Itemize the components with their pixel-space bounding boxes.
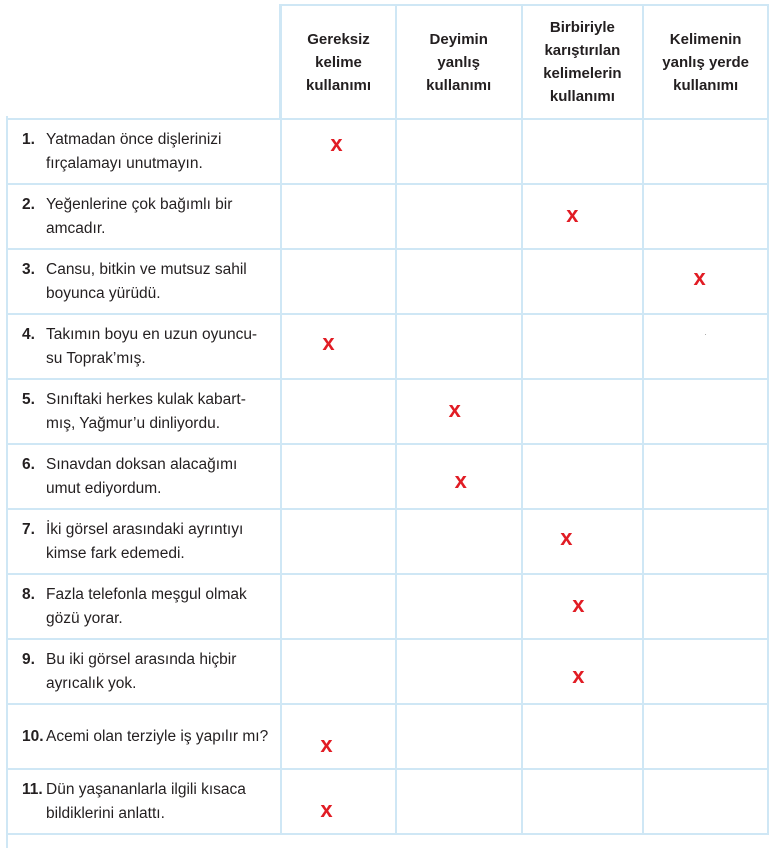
answer-cell[interactable]	[396, 119, 522, 184]
sentence-text	[46, 453, 272, 501]
sentence-cell	[7, 444, 281, 509]
answer-cell[interactable]	[281, 444, 396, 509]
answer-cell[interactable]	[522, 574, 644, 639]
table-row	[7, 184, 768, 249]
table-row	[7, 314, 768, 379]
answer-cell[interactable]	[281, 574, 396, 639]
answer-cell[interactable]	[522, 249, 644, 314]
sentence-line-1: İki görsel arasındaki ayrıntıyı	[46, 520, 244, 538]
sentence-line-1: Yatmadan önce dişlerinizi	[46, 130, 222, 148]
answer-cell[interactable]	[643, 639, 768, 704]
answer-cell[interactable]	[396, 444, 522, 509]
answer-cell[interactable]	[396, 379, 522, 444]
answer-cell[interactable]	[396, 314, 522, 379]
sentence-cell	[7, 119, 281, 184]
cross-mark-icon: x	[320, 796, 333, 822]
answer-cell[interactable]	[643, 379, 768, 444]
sentence-line-2: gözü yorar.	[46, 609, 123, 627]
sentence-text	[46, 583, 272, 631]
sentence-line-2: su Toprak’mış.	[46, 349, 146, 367]
sentence-line-2: bildiklerini anlattı.	[46, 804, 165, 822]
sentence-text	[46, 648, 272, 696]
answer-cell[interactable]	[522, 639, 644, 704]
sentence-line-2: kimse fark edemedi.	[46, 544, 185, 562]
sentence-line-1: Sınıftaki herkes kulak kabart-	[46, 390, 246, 408]
sentence-cell	[7, 509, 281, 574]
sentence-line-1: Fazla telefonla meşgul olmak	[46, 585, 247, 603]
answer-cell[interactable]	[522, 444, 644, 509]
sentence-line-2: mış, Yağmur’u dinliyordu.	[46, 414, 221, 432]
answer-cell[interactable]	[522, 314, 644, 379]
answer-cell[interactable]	[522, 184, 644, 249]
cross-mark-icon: x	[693, 264, 706, 290]
answer-cell[interactable]	[643, 249, 768, 314]
sentence-cell	[7, 314, 281, 379]
answer-cell[interactable]	[281, 184, 396, 249]
cross-mark-icon: x	[560, 524, 573, 550]
answer-cell[interactable]	[396, 639, 522, 704]
answer-cell[interactable]	[396, 184, 522, 249]
answer-cell[interactable]	[281, 704, 396, 769]
answer-cell[interactable]	[281, 119, 396, 184]
sentence-line-1: Yeğenlerine çok bağımlı bir	[46, 195, 233, 213]
column-header-unnecessary-word: Gereksiz kelime kullanımı	[281, 5, 396, 119]
sentence-line-2: umut ediyordum.	[46, 479, 162, 497]
table-row	[7, 379, 768, 444]
sentence-cell	[7, 639, 281, 704]
row-number: 9.	[22, 650, 35, 668]
sentence-cell	[7, 704, 281, 769]
cross-mark-icon: x	[322, 329, 335, 355]
answer-cell[interactable]	[643, 704, 768, 769]
row-number: 1.	[22, 130, 35, 148]
table-row	[7, 444, 768, 509]
answer-cell[interactable]	[643, 119, 768, 184]
cross-mark-icon: x	[454, 467, 467, 493]
answer-cell[interactable]	[643, 444, 768, 509]
sentence-line-1: Acemi olan terziyle iş yapılır mı?	[46, 727, 269, 745]
row-number: 8.	[22, 585, 35, 603]
stray-dot: ·	[704, 330, 707, 339]
cross-mark-icon: x	[566, 201, 579, 227]
answer-cell[interactable]	[522, 704, 644, 769]
sentence-line-2: amcadır.	[46, 219, 106, 237]
row-number: 11.	[22, 780, 43, 798]
table-row	[7, 574, 768, 639]
answer-cell[interactable]	[396, 769, 522, 834]
answer-cell[interactable]	[281, 314, 396, 379]
cross-mark-icon: x	[572, 591, 585, 617]
corner-cell	[7, 5, 281, 119]
answer-cell[interactable]	[281, 639, 396, 704]
answer-cell[interactable]	[522, 379, 644, 444]
answer-cell[interactable]	[396, 704, 522, 769]
sentence-line-1: Bu iki görsel arasında hiçbir	[46, 650, 237, 668]
answer-cell[interactable]	[281, 769, 396, 834]
answer-cell[interactable]	[281, 509, 396, 574]
cross-mark-icon: x	[572, 662, 585, 688]
cross-mark-icon: x	[320, 731, 333, 757]
exercise-table	[6, 4, 769, 835]
table-row	[7, 119, 768, 184]
row-number: 2.	[22, 195, 35, 213]
cross-mark-icon: x	[448, 396, 461, 422]
table-row	[7, 769, 768, 834]
row-number: 10.	[22, 727, 44, 745]
sentence-text	[46, 518, 272, 566]
answer-cell[interactable]	[281, 379, 396, 444]
sentence-line-2: boyunca yürüdü.	[46, 284, 161, 302]
answer-cell[interactable]	[522, 769, 644, 834]
sentence-line-1: Dün yaşananlarla ilgili kısaca	[46, 780, 246, 798]
row-number: 6.	[22, 455, 35, 473]
sentence-line-2: fırçalamayı unutmayın.	[46, 154, 203, 172]
sentence-text	[46, 128, 272, 176]
answer-cell[interactable]	[643, 314, 768, 379]
answer-cell[interactable]	[396, 574, 522, 639]
answer-cell[interactable]	[396, 509, 522, 574]
sentence-line-2: ayrıcalık yok.	[46, 674, 137, 692]
answer-cell[interactable]	[643, 184, 768, 249]
sentence-line-1: Sınavdan doksan alacağımı	[46, 455, 238, 473]
table-row	[7, 704, 768, 769]
sentence-line-1: Takımın boyu en uzun oyuncu-	[46, 325, 258, 343]
table-row	[7, 509, 768, 574]
row-number: 7.	[22, 520, 35, 538]
column-header-idiom-misuse: Deyimin yanlış kullanımı	[396, 5, 522, 119]
sentence-cell	[7, 379, 281, 444]
sentence-cell	[7, 184, 281, 249]
column-header-misplaced-word: Kelimenin yanlış yerde kullanımı	[643, 5, 768, 119]
sentence-cell	[7, 769, 281, 834]
sentence-cell	[7, 574, 281, 639]
answer-cell[interactable]	[281, 249, 396, 314]
sentence-line-1: Cansu, bitkin ve mutsuz sahil	[46, 260, 247, 278]
sentence-text	[46, 725, 272, 749]
sentence-text	[46, 778, 272, 826]
answer-cell[interactable]	[643, 574, 768, 639]
sentence-text	[46, 193, 272, 241]
sentence-text	[46, 388, 272, 436]
row-number: 5.	[22, 390, 35, 408]
exercise-table-frame	[6, 4, 769, 848]
column-header-confused-words: Birbiriyle karıştırılan kelimelerin kullanımı	[522, 5, 644, 119]
cross-mark-icon: x	[330, 130, 343, 156]
answer-cell[interactable]	[643, 509, 768, 574]
sentence-cell	[7, 249, 281, 314]
row-number: 3.	[22, 260, 35, 278]
table-row	[7, 249, 768, 314]
sentence-text	[46, 323, 272, 371]
sentence-text	[46, 258, 272, 306]
answer-cell[interactable]	[643, 769, 768, 834]
answer-cell[interactable]	[522, 509, 644, 574]
answer-cell[interactable]	[522, 119, 644, 184]
answer-cell[interactable]	[396, 249, 522, 314]
row-number: 4.	[22, 325, 35, 343]
table-row	[7, 639, 768, 704]
